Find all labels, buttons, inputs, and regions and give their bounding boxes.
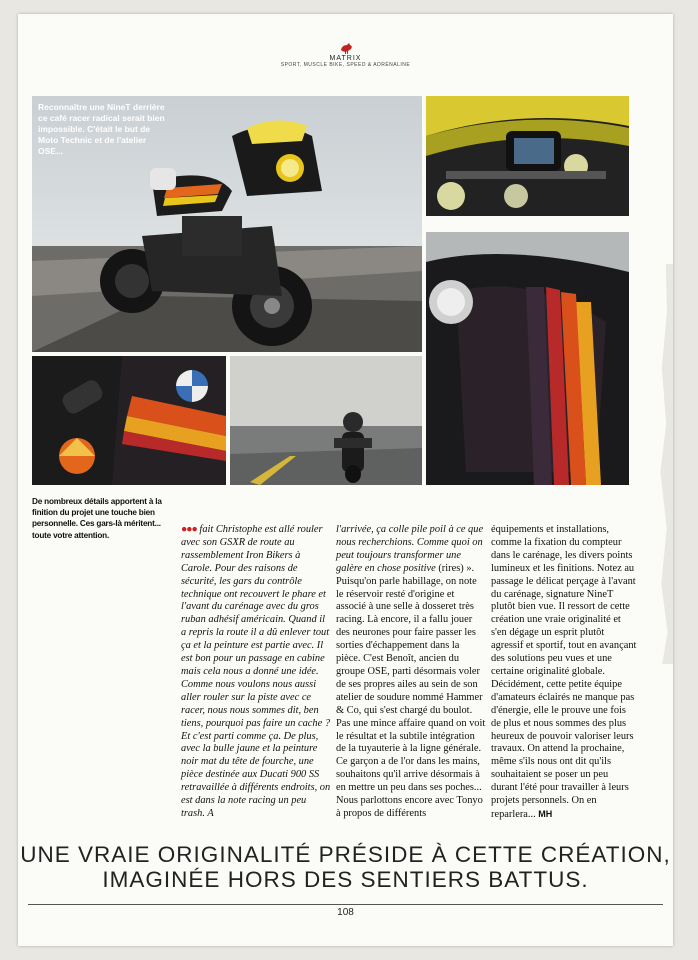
side-caption: De nombreux détails apportent à la finition du projet une touche bien personnelle. Ces gars-là méritent... toute votre attention.	[32, 497, 162, 540]
paragraph-bullets: ●●●	[181, 524, 197, 535]
photo-caption: Reconnaître une NineT derrière ce café racer radical serait bien impossible. C'était le but de Moto Technic et de l'atelier OSE...	[38, 102, 165, 156]
photo-bmw-tank	[32, 356, 226, 485]
pull-quote-line-2: IMAGINÉE HORS DES SENTIERS BATTUS.	[102, 867, 589, 892]
photo-cockpit	[426, 96, 629, 216]
column-3-text: équipements et installations, comme la fixation du compteur dans le carénage, les divers points lumineux et les finitions. Notez au passage le délicat perçage à l'avant du carénage, signature NineT plutôt bien vue. Il ressort de cette création une vraie originalité et s'en dégage un esprit plutôt agressif et sportif, tout en avançant des solutions peu vues et une certaine originalité globale. Décidément, cette petite équipe d'amateurs éclairés ne manque pas d'énergie, elle le prouve une fois de plus et nous sommes des plus heureux de pouvoir valoriser leurs travaux. On attend la prochaine, même s'ils nous ont dit qu'ils souhaitaient se poser un peu durant l'été pour travailler à leurs projets personnels. On en reparlera...	[491, 524, 637, 820]
photo-rider-runway	[230, 356, 422, 485]
article-column-2	[336, 524, 486, 821]
author-signature: MH	[535, 808, 553, 819]
magazine-page	[18, 14, 673, 946]
article-column-3	[491, 524, 637, 822]
column-2-italic-text: l'arrivée, ça colle pile poil à ce que nous recherchions. Comme quoi on peut toujours transformer une galère en chose positive	[336, 524, 484, 574]
pull-quote-line-1: UNE VRAIE ORIGINALITÉ PRÉSIDE À CETTE CRÉATION,	[20, 842, 671, 867]
bird-logo-icon	[338, 42, 354, 54]
photo-tank-detail	[426, 232, 629, 485]
page-number: 108	[337, 907, 354, 918]
footer-rule	[28, 904, 663, 905]
article-column-1	[181, 524, 331, 821]
torn-edge	[655, 264, 673, 664]
column-1-text: fait Christophe est allé rouler avec son GSXR de route au rassemblement Iron Bikers à Carole. Pour des raisons de sécurité, les gars du contrôle technique ont recouvert le phare et l'avant du carénage avec du gros ruban adhésif américain. Quand il a repris la route il a dû enlever tout ça et la peinture est partie avec. Il est bon pour un passage en cabine mais cela nous a donné une idée. Comme nous voulons nous aussi aller rouler sur la piste avec ce racer, nous nous sommes dit, ben tiens, pourquoi pas faire un cache ? Et c'est parti comme ça. De plus, avec la bulle jaune et la peinture noir mat du tête de fourche, une pièce destinée aux Ducati 900 SS retravaillée à différents endroits, on est dans la note racing un peu trash. A	[181, 524, 331, 819]
brand-name: MATRIX	[329, 55, 362, 62]
section-header	[18, 42, 673, 68]
column-2-text: (rires) ». Puisqu'on parle habillage, on note le réservoir resté d'origine et associé à une selle à dosseret très racing. Là encore, il a fallu jouer des neurones pour faire passer les sorties d'échappement dans la pièce. C'est Benoît, ancien du groupe OSE, parti désormais voler de ses propres ailes au sein de son atelier de soudure nommé Hammer & Co, qui s'est chargé du boulot. Pas une mince affaire quand on voit le résultat et la subtile intégration de la tuyauterie à la ligne générale. Ce garçon a de l'or dans les mains, souhaitons qu'il arrive désormais à en mettre un peu dans ses poches... Nous parlottons encore avec Tonyo à propos de différents	[336, 562, 486, 819]
main-photo-motorcycle	[32, 96, 422, 352]
pull-quote	[18, 842, 673, 892]
brand-tagline: SPORT, MUSCLE BIKE, SPEED & ADRÉNALINE	[280, 62, 411, 68]
